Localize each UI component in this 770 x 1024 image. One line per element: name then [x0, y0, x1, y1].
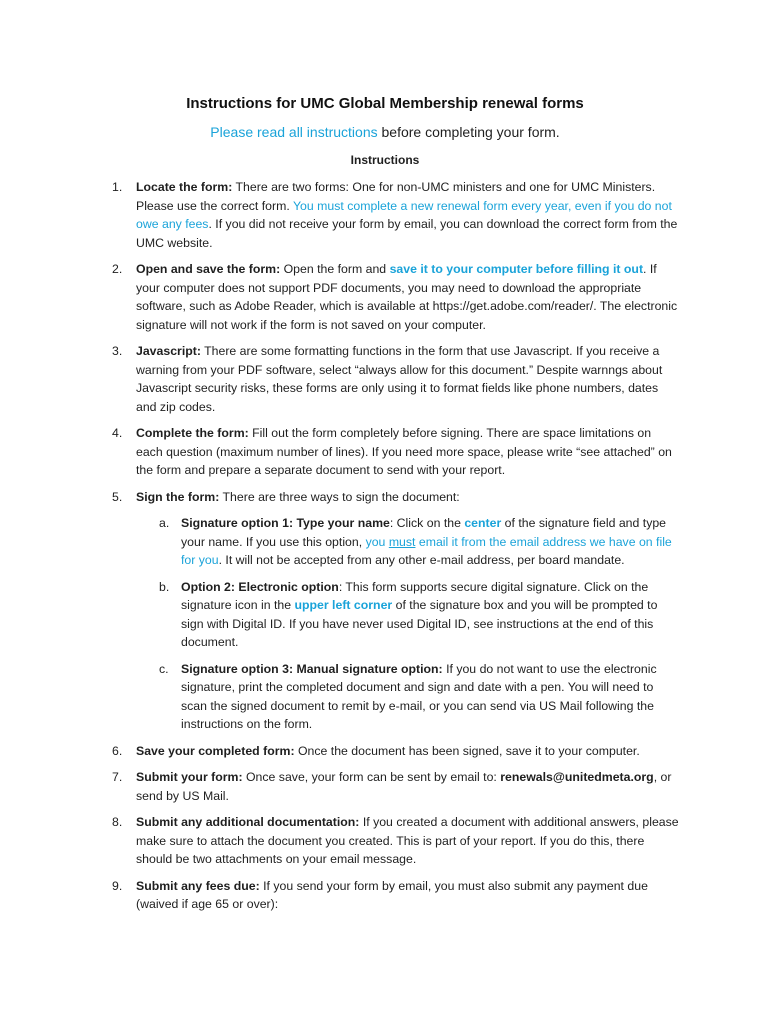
subtitle-rest: before completing your form.: [377, 124, 560, 140]
item-number: 3.: [112, 344, 123, 358]
item-label: Signature option 1: Type your name: [181, 516, 390, 530]
item-highlight: center: [464, 516, 502, 530]
item-label: Save your completed form:: [136, 743, 295, 758]
item-label: Submit your form:: [136, 770, 243, 784]
item-highlight: upper left corner: [294, 598, 393, 612]
list-item-4: [0, 424, 681, 480]
item-text: : This form supports secure digital signature. Click on the signature icon in the: [181, 579, 649, 612]
item-number: 5.: [112, 489, 123, 504]
item-label: Signature option 3: Manual signature option:: [181, 661, 443, 676]
subtitle-highlight: Please read all instructions: [210, 124, 378, 140]
item-number: c.: [159, 661, 169, 676]
list-item-7: [0, 768, 681, 805]
sub-item-c: [0, 660, 681, 734]
item-highlight: email it from the email address we have on file for you: [181, 534, 672, 567]
item-text: Open the form and: [280, 262, 390, 276]
email-address: renewals@unitedmeta.org: [500, 770, 654, 784]
list-item-5: [0, 488, 681, 507]
item-number: 8.: [112, 815, 123, 829]
item-text: If you created a document with additional answers, please make sure to attach the document you created. This is part of your report. If you do this, there should be two attachments on your email message.: [136, 815, 679, 866]
list-item-3: [0, 342, 681, 416]
item-label: Option 2: Electronic option: [181, 579, 339, 594]
item-text: . It will not be accepted from any other e-mail address, per board mandate.: [218, 553, 625, 567]
item-number: 6.: [112, 743, 123, 758]
signature-options-list: [0, 514, 770, 734]
item-label: Submit any additional documentation:: [136, 815, 360, 829]
list-item-2: [0, 260, 681, 334]
item-text: If you send your form by email, you must also submit any payment due (waived if age 65 or over):: [136, 878, 648, 911]
item-highlight: You must complete a new renewal form every year, even if you do not owe any fees: [136, 198, 672, 231]
item-number: b.: [159, 579, 170, 594]
section-heading: Instructions: [350, 153, 420, 167]
item-text: , or send by US Mail.: [136, 770, 672, 803]
item-number: 7.: [112, 770, 123, 784]
item-text: : Click on the: [389, 516, 465, 530]
item-number: 4.: [112, 426, 123, 440]
item-text: There are three ways to sign the document:: [219, 489, 460, 504]
item-text: Once the document has been signed, save it to your computer.: [294, 743, 640, 758]
item-label: Locate the form:: [136, 180, 233, 194]
item-highlight-underlined: must: [388, 534, 416, 549]
item-text: Fill out the form completely before signing. There are space limitations on each question (maximum number of lines). If you need more space, please write “see attached” on the form and prepare a separate document to send with your report.: [136, 426, 672, 477]
item-highlight: save it to your computer before filling it out: [389, 262, 644, 276]
list-item-1: [0, 178, 681, 252]
list-item-8: [0, 813, 681, 869]
item-label: Submit any fees due:: [136, 878, 260, 893]
item-text: Once save, your form can be sent by email to:: [242, 770, 501, 784]
page-subtitle: [0, 124, 770, 140]
page-title: Instructions for UMC Global Membership renewal forms: [186, 95, 584, 112]
item-label: Sign the form:: [136, 489, 220, 504]
item-label: Complete the form:: [136, 426, 249, 440]
item-number: 9.: [112, 878, 123, 893]
item-text: . If you did not receive your form by email, you can download the correct form from the UMC website.: [136, 217, 678, 250]
item-label: Javascript:: [136, 344, 201, 358]
item-text: of the signature box and you will be prompted to sign with Digital ID. If you have never used Digital ID, see instructions at the end of this document.: [181, 598, 658, 649]
sub-item-a: [0, 514, 681, 570]
instructions-list: [0, 178, 770, 922]
item-number: 2.: [112, 262, 123, 276]
item-number: a.: [159, 516, 170, 530]
item-text: There are two forms: One for non-UMC ministers and one for UMC Ministers. Please use the correct form.: [136, 180, 656, 213]
item-text: There are some formatting functions in the form that use Javascript. If you receive a warning from your PDF software, select “always allow for this document.” Despite warnngs about Javascript security risks, these forms are only using it to format fields like phone numbers, dates and zip codes.: [136, 344, 663, 414]
list-item-6: [0, 742, 681, 761]
list-item-9: [0, 877, 681, 914]
sub-item-b: [0, 578, 681, 652]
item-text: of the signature field and type your name. If you use this option,: [181, 516, 667, 549]
item-number: 1.: [112, 180, 123, 194]
item-text: If you do not want to use the electronic signature, print the completed document and sign and date with a pen. You will need to scan the signed document to remit by e-mail, or you can send via US Mail following the instructions on the form.: [181, 661, 657, 731]
item-label: Open and save the form:: [136, 262, 281, 276]
item-text: . If your computer does not support PDF documents, you may need to download the appropriate software, such as Adobe Reader, which is available at https://get.adobe.com/reader/. The electronic signature will not work if the form is not saved on your computer.: [136, 262, 678, 332]
item-highlight: you: [365, 534, 389, 549]
